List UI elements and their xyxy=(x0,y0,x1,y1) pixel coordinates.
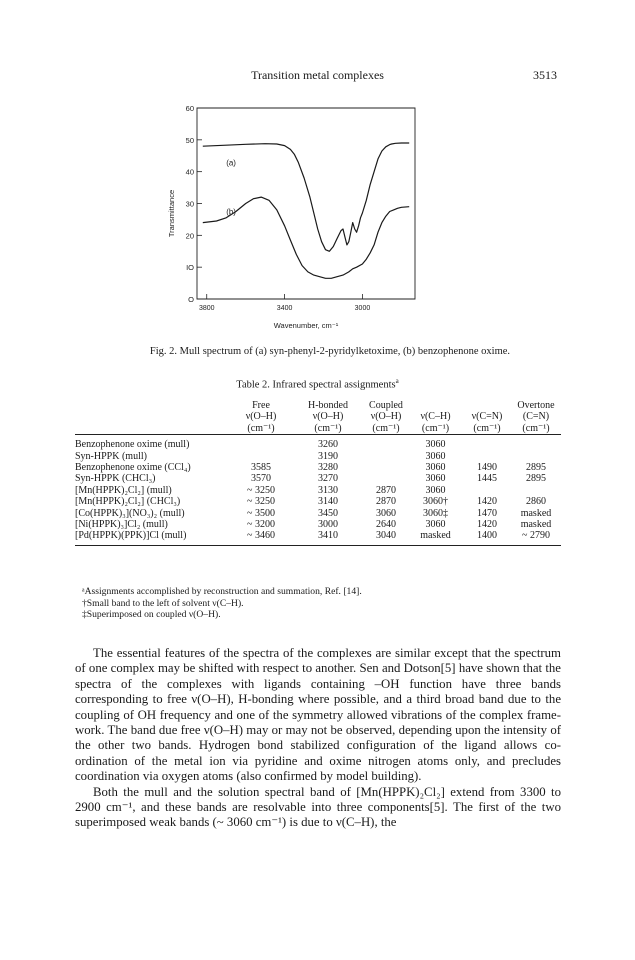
value-cell: 3570 xyxy=(251,473,271,485)
value-cell xyxy=(230,439,292,450)
value-cell: ~ 3250 xyxy=(247,484,275,496)
value-cell: 1420 xyxy=(477,519,497,531)
table-row xyxy=(75,473,561,484)
col-header-coupled-l3: (cm⁻¹) xyxy=(372,422,400,434)
value-cell: 2870 xyxy=(376,484,396,496)
compound-cell: [Pd(HPPK)(PPK)]Cl (mull) xyxy=(75,530,187,542)
value-cell: ~ 3250 xyxy=(247,496,275,508)
col-header-ch-l3: (cm⁻¹) xyxy=(421,422,450,434)
table-header-row-3 xyxy=(75,423,561,435)
compound-cell: Benzophenone oxime (CCl₄) xyxy=(75,462,191,474)
value-cell: 2860 xyxy=(526,496,546,508)
value-cell: 3280 xyxy=(318,462,338,474)
col-header-hbonded-l2: ν(O–H) xyxy=(312,411,344,423)
value-cell xyxy=(230,451,292,462)
value-cell: 2640 xyxy=(376,519,396,531)
value-cell: 2895 xyxy=(526,473,546,485)
figure-caption: Fig. 2. Mull spectrum of (a) syn-phenyl-2-pyridylketoxime, (b) benzophenone oxime. xyxy=(149,346,511,357)
table-title-text: Table 2. Infrared spectral assignments xyxy=(236,379,396,391)
x-axis-label: Wavenumber, cm⁻¹ xyxy=(273,321,339,330)
col-header-free-l1: Free xyxy=(252,400,270,411)
value-cell: 3270 xyxy=(318,473,338,485)
value-cell: 3040 xyxy=(376,530,396,542)
value-cell xyxy=(463,451,511,462)
spectral-assignments-table xyxy=(75,400,561,546)
body-paragraph-1: The essential features of the spectra of the complexes are similar except that the spectrum of one complex may be shifted with respect to another. Sen and Dotson[5] have shown that the spectra of the complexes with ligands containing –OH function have three bands corresponding to free ν(O–H), H-bonding where possible, and a third broad band due to the coupling of OH frequency and one of the symmetry allowed vibrations of the complex frame-work. The band due free ν(O–H) may or may not be observed, depending upon the intensity of the other two bands. Hydrogen bond stabilized configuration of the ligand allows co-ordination of the metal ion via pyridine and oxime nitrogen atoms only, and precludes coordination via oxygen atoms (also confirmed by model building). xyxy=(75,646,561,784)
x-tick-label: 3000 xyxy=(354,305,371,312)
value-cell: masked xyxy=(520,519,552,531)
value-cell: 2895 xyxy=(526,462,546,474)
y-tick-label: 50 xyxy=(185,135,194,145)
value-cell xyxy=(511,451,561,462)
compound-cell: Benzophenone oxime (mull) xyxy=(75,439,190,451)
table-row xyxy=(75,439,561,450)
value-cell: 3060 xyxy=(425,450,446,462)
series-label: (b) xyxy=(226,207,236,217)
value-cell xyxy=(463,439,511,450)
value-cell: masked xyxy=(520,507,552,519)
footnote-dagger: †Small band to the left of solvent ν(C–H). xyxy=(82,597,244,609)
chart-ticks xyxy=(197,108,362,299)
table-row xyxy=(75,485,561,496)
compound-cell: Syn-HPPK (mull) xyxy=(75,450,147,462)
y-tick-label: IO xyxy=(186,263,194,273)
value-cell: 3140 xyxy=(318,496,338,508)
value-cell: 1420 xyxy=(477,496,497,508)
table-title xyxy=(0,377,635,391)
footnote-double-dagger: ‡Superimposed on coupled ν(O–H). xyxy=(82,609,221,621)
value-cell: 3060 xyxy=(425,439,446,451)
col-header-overtone-l3: (cm⁻¹) xyxy=(522,422,550,434)
col-header-free-l3: (cm⁻¹) xyxy=(247,422,275,434)
table-header-row-1 xyxy=(75,400,561,411)
compound-cell: [Ni(HPPK)₃]Cl₂ (mull) xyxy=(75,519,168,531)
value-cell: 3060‡ xyxy=(423,507,448,519)
value-cell xyxy=(511,485,561,496)
body-text xyxy=(75,646,561,831)
value-cell: 3190 xyxy=(318,450,338,462)
y-tick-label: 20 xyxy=(185,231,194,241)
value-cell xyxy=(364,473,408,484)
table-row xyxy=(75,451,561,462)
footnote-a: ᵃAssignments accomplished by reconstruction and summation, Ref. [14]. xyxy=(82,586,362,597)
ir-spectrum-chart xyxy=(150,93,440,338)
col-header-cn-l2: ν(C=N) xyxy=(471,411,503,423)
chart-labels xyxy=(167,104,370,330)
col-header-cn-l3: (cm⁻¹) xyxy=(473,422,501,434)
value-cell: ~ 3460 xyxy=(247,530,275,542)
value-cell xyxy=(364,451,408,462)
body-paragraph-2: Both the mull and the solution spectral band of [Mn(HPPK)₂Cl₂] extend from 3300 to 2900 cm⁻¹, and these bands are resolvable into three components[5]. The first of the two superimposed weak bands (~ 3060 cm⁻¹) is due to ν(C–H), the xyxy=(75,784,561,830)
page-number: 3513 xyxy=(533,68,557,82)
table-row xyxy=(75,508,561,519)
compound-cell: [Mn(HPPK)₂Cl₂] (mull) xyxy=(75,484,172,496)
table-row xyxy=(75,496,561,507)
col-header-compound xyxy=(75,400,230,411)
col-header-hbonded-l1: H-bonded xyxy=(308,400,348,411)
value-cell: ~ 3500 xyxy=(247,507,275,519)
value-cell: 3130 xyxy=(318,484,338,496)
value-cell: 3410 xyxy=(318,530,338,542)
series-label: (a) xyxy=(226,158,236,168)
col-header-ch-l1 xyxy=(408,400,463,411)
table-row xyxy=(75,519,561,530)
value-cell: 3060 xyxy=(425,519,446,531)
y-axis-label: Transmittance xyxy=(167,189,176,238)
value-cell: 1400 xyxy=(477,530,497,542)
col-header-hbonded-l3: (cm⁻¹) xyxy=(314,422,342,434)
value-cell: 3450 xyxy=(318,507,338,519)
compound-cell: [Co(HPPK)₃](NO₃)₂ (mull) xyxy=(75,507,185,519)
value-cell: 3000 xyxy=(318,519,338,531)
y-tick-label: 40 xyxy=(185,167,194,177)
value-cell xyxy=(364,462,408,473)
y-tick-label: O xyxy=(188,295,194,304)
value-cell: 3060 xyxy=(376,507,396,519)
col-header-overtone-l2: (C=N) xyxy=(522,411,550,423)
col-header-overtone-l1: Overtone xyxy=(517,400,555,411)
value-cell: ~ 2790 xyxy=(522,530,550,542)
value-cell xyxy=(364,439,408,450)
value-cell: 3060 xyxy=(425,462,446,474)
value-cell: 2870 xyxy=(376,496,396,508)
compound-cell: Syn-HPPK (CHCl₃) xyxy=(75,473,156,485)
value-cell: 1445 xyxy=(477,473,497,485)
table-row xyxy=(75,530,561,541)
col-header-free-l2: ν(O–H) xyxy=(245,411,277,423)
value-cell: 3260 xyxy=(318,439,338,451)
value-cell: 3060 xyxy=(425,473,446,485)
x-tick-label: 3800 xyxy=(198,305,215,312)
value-cell xyxy=(463,485,511,496)
value-cell: ~ 3200 xyxy=(247,519,275,531)
value-cell: 3585 xyxy=(251,462,271,474)
value-cell: 3060† xyxy=(423,496,448,508)
value-cell: 1490 xyxy=(477,462,497,474)
value-cell: masked xyxy=(420,530,451,542)
table-row xyxy=(75,462,561,473)
value-cell xyxy=(511,439,561,450)
value-cell: 1470 xyxy=(477,507,497,519)
compound-cell: [Mn(HPPK)₂Cl₂] (CHCl₃) xyxy=(75,496,181,508)
table-footnotes xyxy=(75,586,561,621)
col-header-coupled-l1: Coupled xyxy=(369,400,403,411)
y-tick-label: 60 xyxy=(185,104,194,113)
table-header-row-2 xyxy=(75,411,561,422)
col-header-ch-l2: ν(C–H) xyxy=(420,411,451,423)
col-header-coupled-l2: ν(O–H) xyxy=(370,411,402,423)
running-title: Transition metal complexes xyxy=(251,68,384,82)
table-title-footnote-mark: a xyxy=(395,377,399,385)
y-tick-label: 30 xyxy=(185,199,194,209)
value-cell: 3060 xyxy=(425,484,446,496)
col-header-cn-l1 xyxy=(463,400,511,411)
x-tick-label: 3400 xyxy=(276,305,293,312)
